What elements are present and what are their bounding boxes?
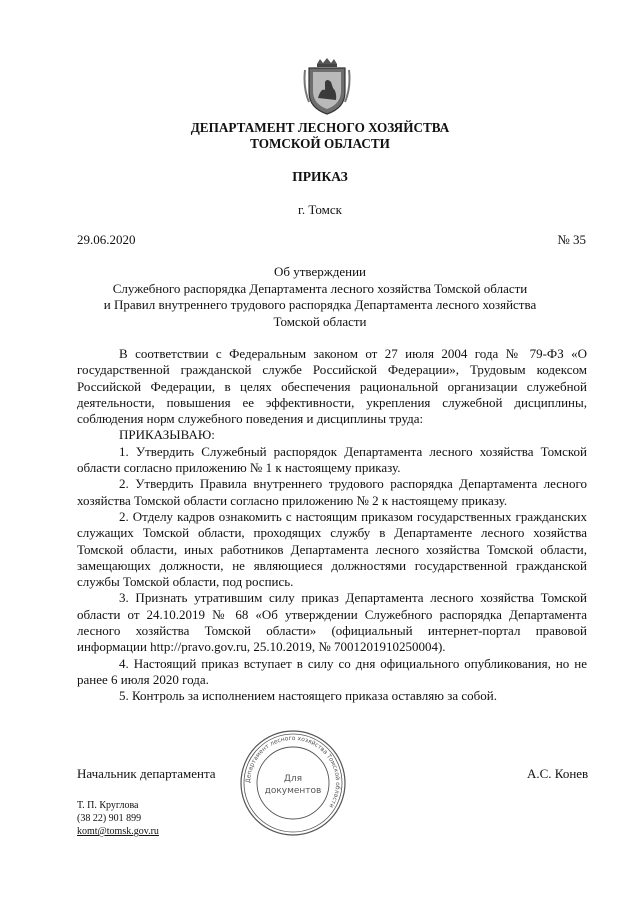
document-date: 29.06.2020 (77, 232, 136, 247)
order-item-4: 3. Признать утратившим силу приказ Департамента лесного хозяйства Томской области от 24.10.2019 № 68 «Об утверждении Служебного распорядка Департамента лесного хозяйства Томской области» (официальный интернет-портал правовой информации http://pravo.gov.ru, 25.10.2019, № 7001201910250004). (77, 590, 587, 655)
coat-of-arms-icon (303, 58, 351, 116)
document-subject (0, 264, 640, 330)
stamp-center-line-2: документов (264, 786, 322, 796)
subject-line-3: и Правил внутреннего трудового распорядка Департамента лесного хозяйства (103, 297, 537, 313)
subject-line-2: Служебного распорядка Департамента лесного хозяйства Томской области (112, 280, 528, 296)
preamble-paragraph: В соответствии с Федеральным законом от 27 июля 2004 года № 79-ФЗ «О государственной гражданской службе Российской Федерации», Трудовым кодексом Российской Федерации, в целях обеспечения рациональной организации служебной деятельности, повышения ее эффективности, укрепления служебной дисциплины, соблюдения норм служебного поведения и дисциплины труда: (77, 346, 587, 427)
svg-text:Департамент лесного хозяйства (245, 735, 341, 809)
order-item-6: 5. Контроль за исполнением настоящего приказа оставляю за собой. (119, 688, 497, 704)
department-line-1: ДЕПАРТАМЕНТ ЛЕСНОГО ХОЗЯЙСТВА (190, 120, 450, 135)
stamp-ring-text: Департамент лесного хозяйства Томской области (244, 734, 342, 810)
order-item-2: 2. Утвердить Правила внутреннего трудового распорядка Департамента лесного хозяйства Томской области согласно приложению № 2 к настоящему приказу. (77, 476, 587, 508)
stamp-center-line-1: Для (283, 774, 303, 784)
document-body (77, 346, 587, 705)
document-number: № 35 (557, 232, 586, 247)
executor-info (77, 799, 159, 838)
signatory-position: Начальник департамента (77, 766, 216, 781)
department-line-2: ТОМСКОЙ ОБЛАСТИ (250, 136, 390, 151)
official-stamp (238, 728, 348, 838)
executor-phone: (38 22) 901 899 (77, 813, 142, 824)
order-item-3: 2. Отделу кадров ознакомить с настоящим приказом государственных гражданских служащих Томской области, проходящих службу в Департаменте лесного хозяйства Томской области, иных работников Департамента лесного хозяйства Томской области, замещающих должности, не являющиеся должностями государственной гражданской службы Томской области, под роспись. (77, 508, 587, 590)
subject-line-1: Об утверждении (273, 264, 366, 279)
order-word: ПРИКАЗЫВАЮ: (119, 427, 215, 443)
document-city: г. Томск (298, 202, 342, 217)
signatory-name: А.С. Конев (527, 766, 589, 781)
document-type: ПРИКАЗ (292, 169, 348, 184)
order-item-5: 4. Настоящий приказ вступает в силу со дня официального опубликования, но не ранее 6 июля 2020 года. (77, 655, 587, 687)
department-name (0, 120, 640, 152)
executor-name: Т. П. Круглова (77, 800, 139, 811)
executor-email[interactable]: komt@tomsk.gov.ru (77, 826, 159, 837)
order-item-1: 1. Утвердить Служебный распорядок Департамента лесного хозяйства Томской области согласно приложению № 1 к настоящему приказу. (77, 443, 587, 476)
subject-line-4: Томской области (273, 313, 367, 329)
